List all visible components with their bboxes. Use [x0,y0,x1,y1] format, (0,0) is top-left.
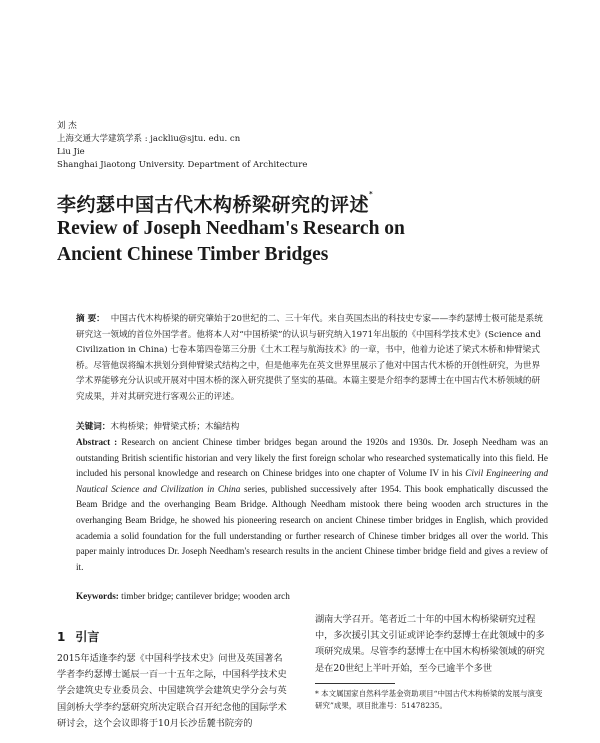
keywords-en-label: Keywords: [76,591,119,601]
title-zh [57,190,373,217]
section-title: 引言 [75,630,100,644]
abstract-zh-text: 中国古代木构桥梁的研究肇始于20世纪的二、三十年代。来自英国杰出的科技史专家——李约瑟博士极可能是系统研究这一领域的首位外国学者。他将本人对“中国桥梁”的认识与研究纳入1971年出版的《中国科学技术史》(Science and Civilization in China) 七卷本第四卷第三分册《土木工程与航海技术》的一章，书中，他着力论述了梁式木桥和伸臂梁式桥。尽管他误将编木拱划分到伸臂梁式结构之中，但是他率先在英文世界里展示了他对中国古代木桥的开创性研究，为世界学术界能够充分认识或开展对中国木桥的深入研究提供了坚实的基础。本篇主要是介绍李约瑟博士在中国古代木桥领域的研究成果，并对其研究进行客观公正的评述。 [76,314,543,402]
abstract-en-label: Abstract : [76,437,118,447]
author-affiliation-zh: 上海交通大学建筑学系 : jackliu@sjtu. edu. cn [57,134,241,144]
section-number: 1 [57,630,66,644]
keywords-zh-text: 木构桥梁；伸臂梁式桥；木编结构 [110,422,240,432]
keywords-en [76,591,290,601]
abstract-en [76,435,548,575]
abstract-zh [76,312,546,405]
body-left-column: 2015年适逢李约瑟《中国科学技术史》问世及英国著名学者李约瑟博士诞辰一百一十五年之际，中国科学技术史学会建筑史专业委员会、中国建筑学会建筑史学分会与英国剑桥大学李约瑟研究所决定联合召开纪念他的国际学术研讨会，这个会议即将于10月长沙岳麓书院旁的 [57,653,287,729]
abstract-zh-label: 摘 要： [76,314,105,324]
keywords-zh-label: 关键词： [76,422,111,432]
section-heading [57,628,99,645]
title-footnote-mark: * [369,190,374,198]
abstract-en-book-title: Civil Engineering and Nautical Science and Civilization in China [76,468,548,494]
author-name-zh: 刘 杰 [57,121,77,131]
footnote-divider [315,683,395,684]
footnote: * 本文属国家自然科学基金资助项目“中国古代木构桥梁的发展与演变研究”成果，项目批准号：51478235。 [315,689,543,710]
abstract-en-text2: series, published successively after 1954. This book emphatically discussed the Beam Bridge and the overhanging Beam Bridge. Although Needham mistook there being wooden arch structures in the overhanging Beam Bridge, he showed his pioneering research on ancient Chinese timber bridges in English, which provided academia a solid foundation for the full understanding or further research of Chinese timber bridges all over the world. This paper mainly introduces Dr. Joseph Needham's research results in the ancient Chinese timber bridge field and gives a review of it. [76,483,548,572]
keywords-en-text: timber bridge; cantilever bridge; wooden arch [118,591,290,601]
title-en-line1: Review of Joseph Needham's Research on [57,218,405,239]
title-en [57,216,557,268]
author-affiliation-en: Shanghai Jiaotong University. Department of Architecture [57,160,308,170]
title-en-line2: Ancient Chinese Timber Bridges [57,244,329,265]
author-block [57,120,307,172]
author-name-en: Liu Jie [57,147,85,157]
abstract-en-text1: Research on ancient Chinese timber bridges began around the 1920s and 1930s. Dr. Joseph Needham was an outstanding British scientific historian and very likely the first foreign scholar who researched systematically into this field. He included his personal knowledge and research on Chinese bridges into one chapter of Volume IV in his [76,437,548,479]
keywords-zh [76,420,239,432]
body-right-column: 湖南大学召开。笔者近二十年的中国木构桥梁研究过程中，多次援引其文引证或评论李约瑟博士在此领域中的多项研究成果。尽管李约瑟博士在中国木构桥梁领域的研究是在20世纪上半叶开始，至今已逾半个多世 [315,614,545,674]
title-zh-text: 李约瑟中国古代木构桥梁研究的评述 [57,194,370,216]
